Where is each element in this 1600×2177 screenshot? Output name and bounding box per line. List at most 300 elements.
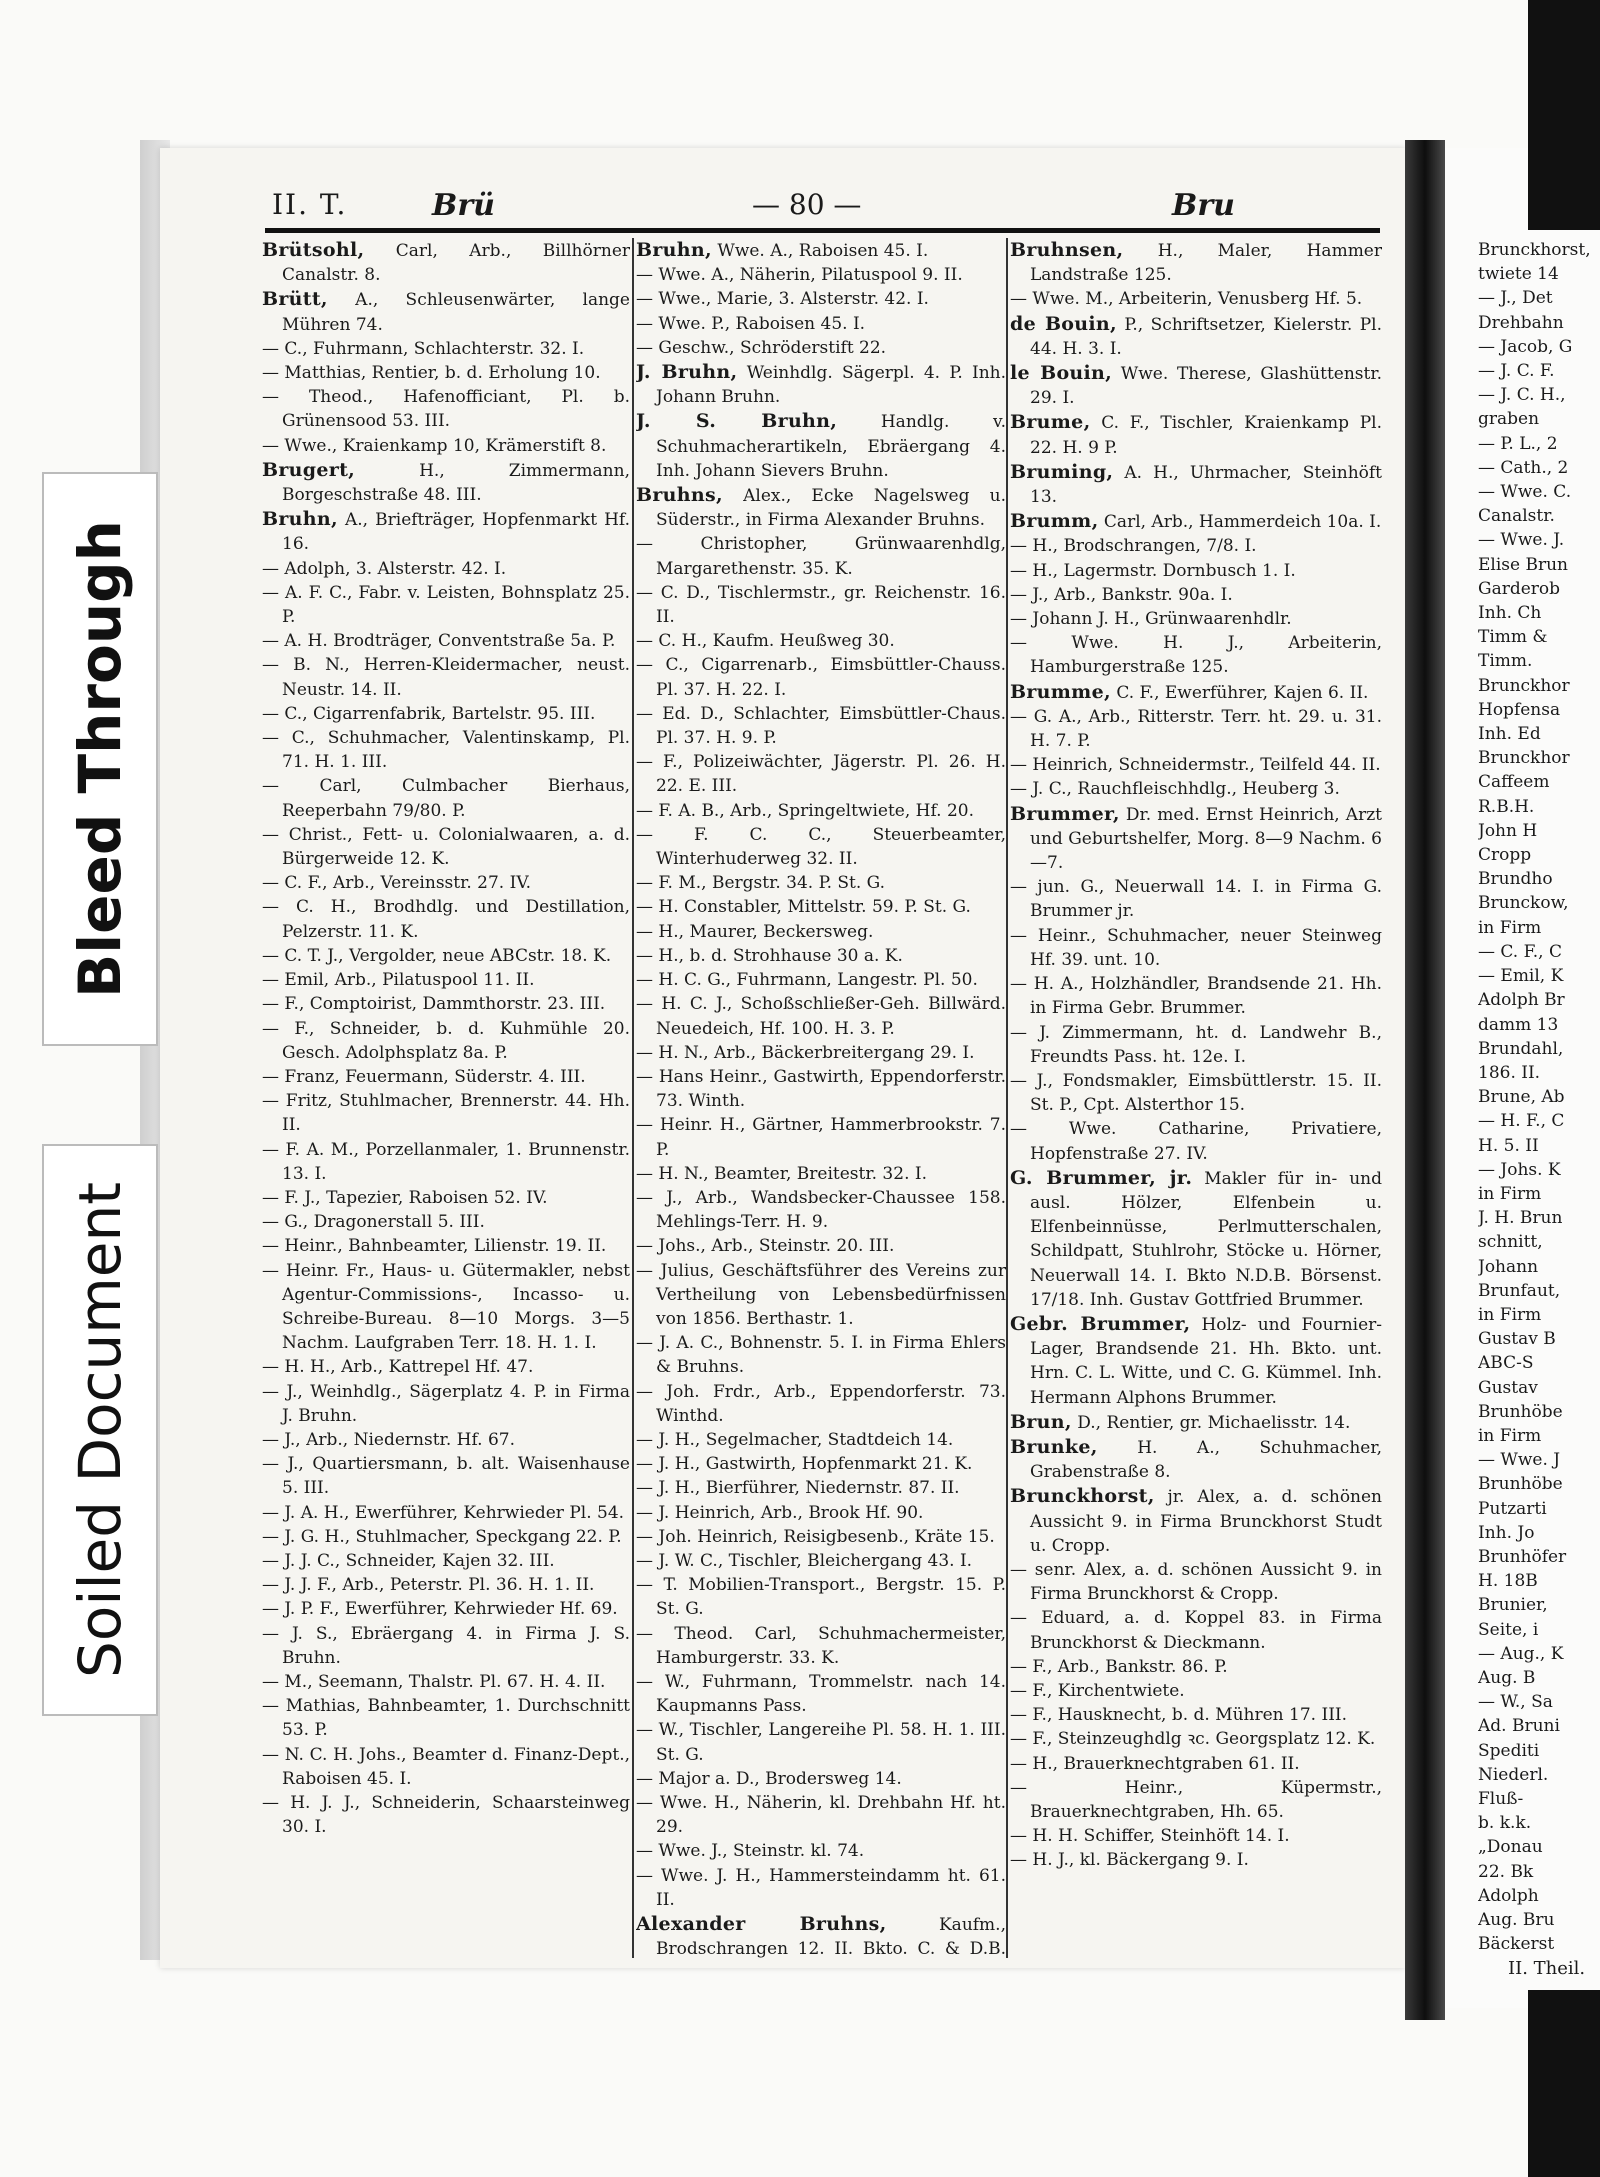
adjacent-line: — J., Det [1478,288,1553,309]
entry-text: — Franz, Feuermann, Süderstr. 4. III. [262,1066,586,1087]
directory-entry [262,1138,630,1186]
directory-entry [262,1089,630,1137]
directory-entry [262,871,630,895]
entry-text: — J., Fondsmakler, Eimsbüttlerstr. 15. II. St. P., Cpt. Alsterthor 15. [1010,1070,1382,1116]
adjacent-line: Timm. [1478,651,1533,672]
directory-entry [1010,509,1382,534]
entry-text: — H. C. J., Schoßschließer-Geh. Billwärd. Neuedeich, Hf. 100. H. 3. P. [636,994,1006,1039]
directory-entry [1010,631,1382,679]
entry-surname: Brütt, [262,288,328,311]
entry-text: — H. J., kl. Bäckergang 9. I. [1010,1850,1249,1871]
directory-entry [636,532,1006,580]
entry-text: — H. N., Beamter, Breitestr. 32. I. [636,1163,927,1184]
column-1 [262,238,630,1958]
adjacent-line: Putzarti [1478,1498,1547,1519]
entry-text: — H. H., Arb., Kattrepel Hf. 47. [262,1357,534,1378]
entry-text: — J. H., Gastwirth, Hopfenmarkt 21. K. [636,1454,973,1475]
directory-entry [262,629,630,653]
adjacent-line: — Wwe. C. [1478,482,1572,503]
entry-text: — B. N., Herren-Kleidermacher, neust. Neustr. 14. II. [262,655,630,700]
entry-text: — Wwe. P., Raboisen 45. I. [636,313,866,334]
directory-entry [636,1912,1006,1958]
entry-text: Makler für in- und ausl. Hölzer, Elfenbein u. Elfenbeinnüsse, Perlmutterschalen, Schildpatt, Stuhlrohr, Stöcke u. Hörner, Neuerwall 14. I. Bkto N.D.B. Börsenst. 17/18. Inh. Gustav Gottfried Brummer. [1030,1168,1382,1310]
adjacent-line: John H [1478,820,1538,841]
adjacent-line: Elise Brun [1478,554,1568,575]
directory-entry [1010,875,1382,923]
directory-entry [636,1549,1006,1573]
directory-entry [636,920,1006,944]
adjacent-line: Fluß- [1478,1789,1524,1809]
entry-text: — J. J. F., Arb., Peterstr. Pl. 36. H. 1. II. [262,1575,595,1596]
directory-entry [1010,1410,1382,1435]
entry-text: — F. A. B., Arb., Springeltwiete, Hf. 20. [636,800,974,821]
header-keyword-left: Brü [432,188,495,223]
entry-text: — Christopher, Grünwaarenhdlg, Margarethenstr. 35. K. [636,534,1006,579]
adjacent-line: Brunfaut, [1478,1280,1561,1301]
entry-text: — Adolph, 3. Alsterstr. 42. I. [262,558,507,579]
scanner-bar-bottom [1528,1990,1600,2177]
directory-entry [262,1791,630,1839]
entry-text: Alex., Ecke Nagelsweg u. Süderstr., in Firma Alexander Bruhns. [656,486,1006,531]
directory-entry [636,944,1006,968]
entry-text: — H. H. Schiffer, Steinhöft 14. I. [1010,1826,1290,1847]
directory-entry [262,238,630,287]
entry-surname: Alexander Bruhns, [636,1913,887,1936]
entry-text: — Major a. D., Brodersweg 14. [636,1768,902,1789]
directory-entry [636,1525,1006,1549]
entry-text: — H., Lagermstr. Dornbusch 1. I. [1010,560,1296,581]
entry-text: — F., Steinzeughdlg ꝛc. Georgsplatz 12. K. [1010,1729,1376,1750]
directory-entry [1010,1848,1382,1872]
adjacent-line: H. 5. II [1478,1135,1539,1156]
entry-text: A., Schleusenwärter, lange Mühren 74. [282,290,630,335]
adjacent-line: schnitt, [1478,1232,1543,1253]
directory-entry [262,458,630,507]
adjacent-line: Johann [1478,1256,1539,1277]
directory-entry [1010,1824,1382,1848]
directory-entry [636,1501,1006,1525]
entry-text: — C. D., Tischlermstr., gr. Reichenstr. 16. II. [636,582,1006,628]
entry-text: — senr. Alex, a. d. schönen Aussicht 9. in Firma Brunckhorst & Cropp. [1010,1559,1382,1605]
adjacent-line: Hopfensa [1478,699,1561,720]
directory-entry [636,1380,1006,1428]
entry-text: — F., Hausknecht, b. d. Mühren 17. III. [1010,1705,1348,1726]
adjacent-line: Inh. Ch [1478,603,1542,624]
adjacent-line: in Firm [1478,1183,1542,1204]
directory-entry [262,1549,630,1573]
directory-entry [262,702,630,726]
adjacent-line: — W., Sa [1478,1692,1553,1713]
adjacent-line: in Firm [1478,1425,1542,1446]
adjacent-line: Adolph [1478,1885,1539,1906]
entry-text: — Joh. Frdr., Arb., Eppendorferstr. 73. Winthd. [636,1381,1006,1426]
entry-text: — Heinrich, Schneidermstr., Teilfeld 44. II. [1010,755,1381,776]
entry-surname: Bruhn, [636,239,712,261]
directory-entry [1010,1312,1382,1410]
entry-text: C. F., Ewerführer, Kajen 6. II. [1116,682,1369,703]
entry-text: — Heinr., Schuhmacher, neuer Steinweg Hf. 39. unt. 10. [1010,925,1382,970]
entry-text: — F., Schneider, b. d. Kuhmühle 20. Gesch. Adolphsplatz 8a. P. [262,1018,630,1063]
directory-entry [262,361,630,385]
entry-surname: Brumme, [1010,680,1111,703]
adjacent-line: Seite, i [1478,1619,1539,1640]
adjacent-line: — Cath., 2 [1478,457,1569,478]
directory-entry [636,287,1006,311]
entry-text: Carl, Arb., Billhörner Canalstr. 8. [282,241,630,286]
directory-entry [636,1622,1006,1670]
directory-entry [636,1234,1006,1258]
book-gutter [1405,140,1445,2020]
directory-entry [636,1162,1006,1186]
entry-text: — H. A., Holzhändler, Brandsende 21. Hh. in Firma Gebr. Brummer. [1010,974,1382,1019]
directory-entry [1010,1484,1382,1558]
entry-text: — J. Heinrich, Arb., Brook Hf. 90. [636,1502,924,1523]
directory-entry [1010,753,1382,777]
entry-text: Holz- und Fournier-Lager, Brandsende 21. Hh. Bkto. unt. Hrn. C. L. Witte, und C. G. Kümmel. Inh. Hermann Alphons Brummer. [1030,1314,1382,1408]
entry-text: — A. H. Brodträger, Conventstraße 5a. P. [262,631,616,652]
entry-text: — Carl, Culmbacher Bierhaus, Reeperbahn 79/80. P. [262,776,630,821]
adjacent-line: damm 13 [1478,1014,1559,1035]
directory-entry [1010,1776,1382,1824]
entry-text: Wwe. A., Raboisen 45. I. [717,241,929,261]
adjacent-line: — Wwe. J. [1478,530,1565,551]
directory-entry [262,507,630,556]
entry-text: A. H., Uhrmacher, Steinhöft 13. [1030,462,1382,508]
page-number: — 80 — [752,188,862,221]
entry-text: Dr. med. Ernst Heinrich, Arzt und Geburtshelfer, Morg. 8—9 Nachm. 6—7. [1030,804,1382,874]
entry-text: — Wwe. Catharine, Privatiere, Hopfenstraße 27. IV. [1010,1119,1382,1164]
entry-text: — C., Schuhmacher, Valentinskamp, Pl. 71. H. 1. III. [262,728,630,773]
directory-entry [636,1452,1006,1476]
entry-text: — J. J. C., Schneider, Kajen 32. III. [262,1550,555,1571]
directory-entry [262,1355,630,1379]
directory-entry [636,409,1006,483]
entry-text: H., Maler, Hammer Landstraße 125. [1030,241,1382,286]
entry-surname: Brun, [1010,1410,1072,1433]
entry-surname: J. S. Bruhn, [636,410,838,433]
entry-text: Kaufm., Brodschrangen 12. II. Bkto. C. & D.B. [656,1915,1006,1958]
directory-entry [262,557,630,581]
directory-entry [262,1743,630,1791]
directory-entry [636,1573,1006,1621]
directory-entry [1010,238,1382,287]
entry-surname: Bruhnsen, [1010,239,1124,261]
adjacent-line: 186. II. [1478,1062,1541,1083]
directory-entry [636,1065,1006,1113]
entry-surname: Bruming, [1010,460,1114,483]
directory-entry [1010,1069,1382,1117]
entry-text: — Hans Heinr., Gastwirth, Eppendorferstr. 73. Winth. [636,1066,1006,1112]
entry-text: — H., Brodschrangen, 7/8. I. [1010,536,1257,557]
entry-text: — Fritz, Stuhlmacher, Brennerstr. 44. Hh. II. [262,1091,630,1136]
entry-text: — J., Arb., Niedernstr. Hf. 67. [262,1429,515,1450]
entry-surname: le Bouin, [1010,362,1113,385]
header-keyword-right: Bru [1172,188,1235,223]
entry-text: — Wwe., Marie, 3. Alsterstr. 42. I. [636,289,929,310]
adjacent-line: Brunhöbe [1478,1474,1563,1495]
directory-entry [1010,1655,1382,1679]
directory-entry [636,1718,1006,1766]
adjacent-line: Brunckhorst, [1478,240,1591,260]
entry-text: — A. F. C., Fabr. v. Leisten, Bohnsplatz 25. P. [262,582,630,628]
adjacent-line: — C. F., C [1478,941,1562,962]
entry-text: — Joh. Heinrich, Reisigbesenb., Kräte 15. [636,1526,995,1547]
directory-entry [1010,534,1382,558]
adjacent-line: — P. L., 2 [1478,433,1558,454]
directory-entry [262,1597,630,1621]
directory-entry [636,483,1006,532]
entry-text: — C., Fuhrmann, Schlachterstr. 32. I. [262,338,585,359]
adjacent-line: Brunhöbe [1478,1401,1563,1422]
entry-text: — Wwe., Kraienkamp 10, Krämerstift 8. [262,435,607,456]
adjacent-line: „Donau [1478,1837,1543,1858]
entry-text: — C. F., Arb., Vereinsstr. 27. IV. [262,873,532,894]
adjacent-line: Gustav [1478,1377,1538,1398]
entry-text: — J. A. H., Ewerführer, Kehrwieder Pl. 54. [262,1502,625,1523]
entry-text: — G., Dragonerstall 5. III. [262,1212,485,1233]
directory-entry [636,1864,1006,1912]
entry-text: — Wwe. H. J., Arbeiterin, Hamburgerstraße 125. [1010,633,1382,678]
directory-entry [636,1670,1006,1718]
directory-entry [1010,1703,1382,1727]
adjacent-line: — Emil, K [1478,966,1564,987]
entry-text: — J., Arb., Bankstr. 90a. I. [1010,584,1233,605]
entry-text: — H. J. J., Schneiderin, Schaarsteinweg 30. I. [262,1793,630,1838]
directory-entry [262,1065,630,1089]
directory-entry [636,895,1006,919]
scanner-bar-top [1528,0,1600,230]
directory-entry [636,238,1006,263]
entry-text: — H., b. d. Strohhause 30 a. K. [636,945,903,966]
entry-text: — Christ., Fett- u. Colonialwaaren, a. d. Bürgerweide 12. K. [262,824,630,870]
entry-text: — Wwe. J., Steinstr. kl. 74. [636,1841,865,1862]
directory-entry [262,774,630,822]
soiled-document-label [42,1144,158,1716]
entry-text: — Geschw., Schröderstift 22. [636,337,887,358]
adjacent-line: Niederl. [1478,1764,1549,1785]
adjacent-line: Inh. Ed [1478,724,1541,745]
directory-entry [636,629,1006,653]
directory-entry [636,823,1006,871]
entry-text: — C. H., Kaufm. Heußweg 30. [636,631,895,652]
directory-entry [1010,1435,1382,1484]
directory-entry [262,287,630,336]
directory-entry [262,1380,630,1428]
entry-text: — jun. G., Neuerwall 14. I. in Firma G. Brummer jr. [1010,877,1382,922]
entry-text: H., Zimmermann, Borgeschstraße 48. III. [282,460,630,506]
entry-text: — H. Constabler, Mittelstr. 59. P. St. G. [636,897,971,918]
entry-text: — J. Zimmermann, ht. d. Landwehr B., Freundts Pass. ht. 12e. I. [1010,1022,1382,1067]
entry-text: Carl, Arb., Hammerdeich 10a. I. [1103,512,1382,533]
adjacent-line: Caffeem [1478,772,1550,793]
adjacent-line: twiete 14 [1478,264,1559,285]
entry-text: — J. S., Ebräergang 4. in Firma J. S. Bruhn. [262,1623,630,1668]
entry-text: — Matthias, Rentier, b. d. Erholung 10. [262,363,601,384]
directory-entry [1010,972,1382,1020]
entry-text: — G. A., Arb., Ritterstr. Terr. ht. 29. u. 31. H. 7. P. [1010,706,1382,752]
soiled-document-label-text: Soiled Document [66,1182,134,1678]
adjacent-line: — Jacob, G [1478,336,1573,357]
entry-text: Weinhdlg. Sägerpl. 4. P. Inh. Johann Bruhn. [656,363,1006,408]
directory-entry [1010,583,1382,607]
entry-text: — Emil, Arb., Pilatuspool 11. II. [262,970,535,991]
adjacent-line: Brune, Ab [1478,1087,1565,1108]
adjacent-line: Inh. Jo [1478,1522,1535,1543]
directory-entry [1010,312,1382,361]
directory-entry [262,337,630,361]
directory-entry [1010,460,1382,509]
entry-text: — J. W. C., Tischler, Bleichergang 43. I. [636,1550,973,1571]
directory-entry [1010,1021,1382,1069]
adjacent-line: Brundho [1478,869,1553,890]
directory-entry [636,1428,1006,1452]
adjacent-line: Garderob [1478,578,1561,599]
entry-text: jr. Alex, a. d. schönen Aussicht 9. in Firma Brunckhorst Studt u. Cropp. [1030,1487,1382,1556]
directory-entry [262,1017,630,1065]
entry-surname: Brumm, [1010,510,1099,533]
adjacent-line: J. H. Brun [1478,1208,1563,1229]
adjacent-line: — J. C. H., [1478,385,1566,406]
directory-entry [1010,361,1382,410]
entry-text: — F. J., Tapezier, Raboisen 52. IV. [262,1187,548,1208]
entry-text: — C. T. J., Vergolder, neue ABCstr. 18. K. [262,945,612,966]
entry-text: — J. G. H., Stuhlmacher, Speckgang 22. P. [262,1526,622,1547]
directory-entry [262,1501,630,1525]
directory-entry [262,1234,630,1258]
adjacent-line: 22. Bk [1478,1861,1534,1882]
directory-entry [262,1525,630,1549]
entry-text: — F., Kirchentwiete. [1010,1680,1185,1701]
entry-text: — H. N., Arb., Bäckerbreitergang 29. I. [636,1042,975,1063]
adjacent-line: Aug. B [1478,1667,1536,1688]
entry-text: — Theod. Carl, Schuhmachermeister, Hamburgerstr. 33. K. [636,1623,1006,1668]
directory-entry [262,1622,630,1670]
entry-text: — Mathias, Bahnbeamter, 1. Durchschnitt 53. P. [262,1696,630,1741]
directory-entry [262,1259,630,1356]
adjacent-line: Cropp [1478,845,1532,866]
column-3 [1010,238,1382,1958]
entry-text: — W., Fuhrmann, Trommelstr. nach 14. Kaupmanns Pass. [636,1671,1006,1717]
directory-entry [636,653,1006,701]
entry-text: C. F., Tischler, Kraienkamp Pl. 22. H. 9 P. [1030,413,1382,458]
entry-text: — H., Maurer, Beckersweg. [636,921,874,942]
directory-entry [1010,1166,1382,1312]
directory-entry [262,1573,630,1597]
directory-entry [262,1428,630,1452]
adjacent-line: — Johs. K [1478,1159,1561,1180]
entry-text: — Heinr., Küpermstr., Brauerknechtgraben, Hh. 65. [1010,1777,1382,1822]
entry-surname: Brunke, [1010,1435,1098,1458]
entry-text: — Theod., Hafenofficiant, Pl. b. Grünensood 53. III. [262,387,630,432]
entry-surname: G. Brummer, jr. [1010,1166,1193,1189]
directory-entry [1010,559,1382,583]
entry-text: — N. C. H. Johs., Beamter d. Finanz-Dept., Raboisen 45. I. [262,1744,630,1789]
entry-text: Wwe. Therese, Glashüttenstr. 29. I. [1030,364,1382,409]
directory-entry [1010,1727,1382,1751]
entry-text: D., Rentier, gr. Michaelisstr. 14. [1077,1412,1351,1433]
directory-entry [1010,802,1382,876]
directory-entry [262,1452,630,1500]
directory-entry [636,750,1006,798]
entry-text: — Wwe. A., Näherin, Pilatuspool 9. II. [636,265,963,286]
directory-entry [1010,1752,1382,1776]
adjacent-line: — H. F., C [1478,1111,1565,1132]
adjacent-line: Spediti [1478,1740,1540,1761]
adjacent-line: Brundahl, [1478,1038,1564,1059]
entry-text: — C. H., Brodhdlg. und Destillation, Pelzerstr. 11. K. [262,897,630,942]
directory-entry [1010,680,1382,705]
header-volume: II. T. [272,188,348,221]
directory-entry [1010,705,1382,753]
directory-entry [1010,1679,1382,1703]
entry-text: — Heinr. H., Gärtner, Hammerbrookstr. 7. P. [636,1115,1006,1160]
column-2 [636,238,1006,1958]
entry-text: — Johann J. H., Grünwaarenhdlr. [1010,609,1292,630]
bleed-through-label-text: Bleed Through [66,520,134,998]
entry-text: — J. A. C., Bohnenstr. 5. I. in Firma Ehlers & Bruhns. [636,1333,1006,1378]
entry-text: — H., Brauerknechtgraben 61. II. [1010,1753,1300,1774]
column-divider [1006,238,1008,1958]
directory-entry [636,1791,1006,1839]
adjacent-line: H. 18B [1478,1571,1538,1592]
directory-entry [636,799,1006,823]
directory-entry [262,434,630,458]
entry-text: — Johs., Arb., Steinstr. 20. III. [636,1236,895,1257]
directory-entry [1010,607,1382,631]
directory-entry [262,581,630,629]
entry-text: — W., Tischler, Langereihe Pl. 58. H. 1. III. St. G. [636,1720,1006,1765]
entry-surname: de Bouin, [1010,312,1117,335]
directory-entry [262,823,630,871]
directory-entry [1010,777,1382,801]
entry-text: — Julius, Geschäftsführer des Vereins zur Vertheilung von Lebensbedürfnissen von 1856. Berthastr. 1. [636,1260,1006,1329]
adjacent-page-column [1478,238,1600,1958]
directory-entry [262,726,630,774]
directory-entry [1010,924,1382,972]
adjacent-line: in Firm [1478,1304,1542,1325]
directory-entry [262,1670,630,1694]
adjacent-line: — Aug., K [1478,1643,1564,1664]
entry-text: — J., Weinhdlg., Sägerplatz 4. P. in Firma J. Bruhn. [262,1381,630,1426]
entry-surname: Bruhns, [636,484,723,507]
entry-text: — Eduard, a. d. Koppel 83. in Firma Brunckhorst & Dieckmann. [1010,1608,1382,1653]
entry-text: P., Schriftsetzer, Kielerstr. Pl. 44. H. 3. I. [1030,314,1382,359]
directory-entry [1010,1606,1382,1654]
adjacent-line: Brunhöfer [1478,1546,1567,1567]
adjacent-line: R.B.H. [1478,796,1535,817]
adjacent-line: Adolph Br [1478,990,1565,1011]
adjacent-line: ABC-S [1478,1353,1534,1374]
entry-surname: Brütsohl, [262,239,365,261]
adjacent-line: Aug. Bru [1478,1910,1555,1931]
adjacent-line: Gustav B [1478,1329,1556,1350]
entry-text: — J. H., Segelmacher, Stadtdeich 14. [636,1429,954,1450]
directory-entry [636,871,1006,895]
entry-surname: Gebr. Brummer, [1010,1312,1191,1335]
adjacent-line: Brunckhor [1478,675,1570,696]
adjacent-line: Brunckow, [1478,893,1569,914]
directory-entry [1010,1558,1382,1606]
entry-text: Handlg. v. Schuhmacherartikeln, Ebräergang 4. Inh. Johann Sievers Bruhn. [656,412,1006,481]
directory-entry [636,336,1006,360]
entry-text: — M., Seemann, Thalstr. Pl. 67. H. 4. II. [262,1671,606,1692]
entry-text: — J. C., Rauchfleischhdlg., Heuberg 3. [1010,779,1340,800]
adjacent-line: Bäckerst [1478,1934,1555,1955]
directory-entry [636,702,1006,750]
entry-text: — J. H., Bierführer, Niedernstr. 87. II. [636,1478,960,1499]
adjacent-line: Canalstr. [1478,506,1555,527]
entry-text: — Heinr., Bahnbeamter, Lilienstr. 19. II. [262,1236,607,1257]
